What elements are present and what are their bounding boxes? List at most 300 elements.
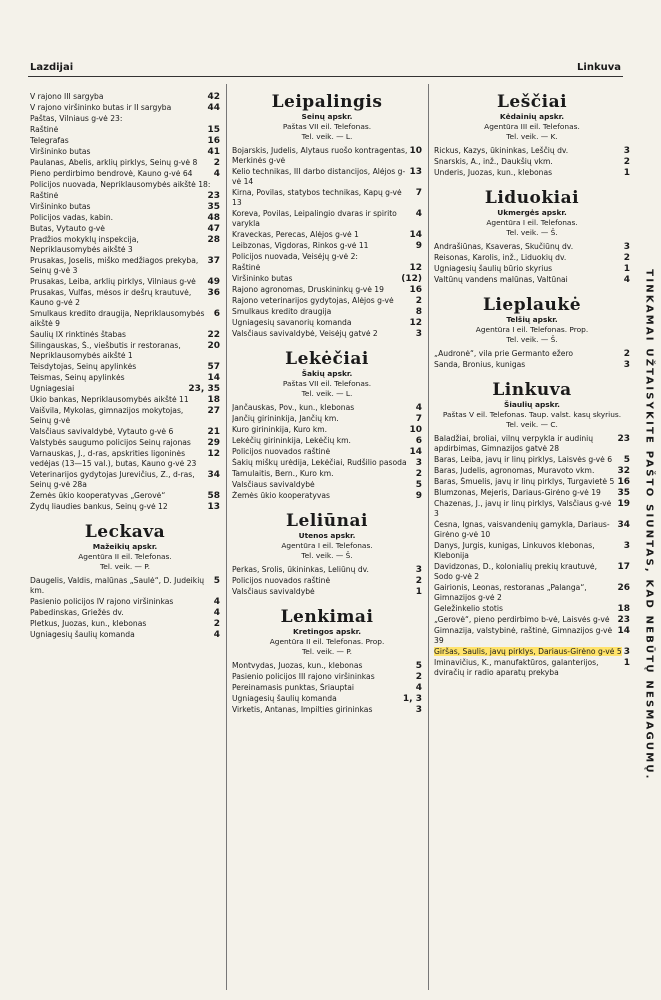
directory-entry xyxy=(30,384,220,394)
entry-number: 4 xyxy=(213,169,220,179)
directory-entry xyxy=(30,449,220,469)
directory-entry xyxy=(30,235,220,255)
column-3 xyxy=(434,92,630,992)
locality-info: Tel. veik. — Š. xyxy=(506,335,558,344)
entry-text: Jančauskas, Pov., kun., klebonas xyxy=(232,403,355,412)
entry-text: Baladžiai, broliai, vilnų verpykla ir audinių apdirbimas, Gimnazijos gatvė 28 xyxy=(434,434,594,453)
entry-text: Danys, Jurgis, kunigas, Linkuvos klebonas, Klebonija xyxy=(434,541,595,560)
entry-number: 5 xyxy=(213,576,220,586)
directory-entry xyxy=(232,480,422,490)
directory-entry xyxy=(232,274,422,284)
locality-info: Seinų apskr. xyxy=(301,112,353,121)
directory-entry xyxy=(232,705,422,715)
entry-number: 2 xyxy=(213,158,220,168)
entry-number: 10 xyxy=(409,425,422,435)
entry-text: Veterinarijos gydytojas Jurevičius, Z., d-ras, Seinų g-vė 28a xyxy=(30,470,195,489)
directory-entry xyxy=(30,630,220,640)
entry-text: Pletkus, Juozas, kun., klebonas xyxy=(30,619,147,628)
entry-text: Prusakas, Vulfas, mėsos ir dešrų krautuvė, Kauno g-vė 2 xyxy=(30,288,192,307)
entry-number: 10 xyxy=(409,146,422,156)
entry-number: 26 xyxy=(617,583,630,593)
entry-text: Davidzonas, D., kolonialių prekių krautuvė, Sodo g-vė 2 xyxy=(434,562,597,581)
directory-entry xyxy=(30,619,220,629)
entry-text: Giršas, Saulis, javų pirklys, Dariaus-Girėno g-vė 5 xyxy=(434,647,622,656)
entry-number: 2 xyxy=(415,469,422,479)
directory-entry xyxy=(232,425,422,435)
entry-number: 3 xyxy=(415,329,422,339)
column-1 xyxy=(30,92,220,992)
entry-number: 32 xyxy=(617,466,630,476)
directory-entry xyxy=(30,491,220,501)
entry-text: Leibzonas, Vigdoras, Rinkos g-vė 11 xyxy=(232,241,369,250)
entry-text: Pasienio policijos III rajono viršininkas xyxy=(232,672,375,681)
entry-number: 5 xyxy=(415,661,422,671)
directory-entry xyxy=(434,434,630,454)
locality-info: Ukmergės apskr. xyxy=(497,208,567,217)
directory-entry xyxy=(434,658,630,678)
directory-entry xyxy=(232,447,422,457)
entry-number: 12 xyxy=(207,449,220,459)
entry-text: Chazenas, J., javų ir linų pirklys, Valsčiaus g-vė 3 xyxy=(434,499,612,518)
directory-entry xyxy=(232,414,422,424)
directory-entry xyxy=(232,458,422,468)
entry-number: 22 xyxy=(207,330,220,340)
entry-number: 2 xyxy=(415,296,422,306)
column-rule xyxy=(428,84,429,990)
entry-text: Andrašiūnas, Ksaveras, Skučiūnų dv. xyxy=(434,242,574,251)
locality-info: Tel. veik. — Š. xyxy=(506,228,558,237)
directory-entry xyxy=(434,541,630,561)
entry-number: 36 xyxy=(207,288,220,298)
directory-entry xyxy=(30,502,220,512)
entry-text: Ugniagesiai xyxy=(30,384,75,393)
entry-text: V rajono viršininko butas ir II sargyba xyxy=(30,103,172,112)
entry-text: Iminavičius, K., manufaktūros, galanterijos, dviračių ir radio aparatų prekyba xyxy=(434,658,599,677)
directory-entry xyxy=(30,608,220,618)
entry-text: Žydų liaudies bankus, Seinų g-vė 12 xyxy=(30,502,168,511)
locality-info: Mažeikių apskr. xyxy=(92,542,158,551)
entry-number: 9 xyxy=(415,241,422,251)
entry-number: 9 xyxy=(415,491,422,501)
entry-text: Česna, Ignas, vaisvandenių gamykla, Dariaus-Girėno g-vė 10 xyxy=(434,520,610,539)
entry-number: 2 xyxy=(623,157,630,167)
directory-entry xyxy=(232,296,422,306)
directory-entry xyxy=(232,188,422,208)
directory-entry xyxy=(434,626,630,646)
entry-text: Smulkaus kredito draugija xyxy=(232,307,332,316)
entry-number: 13 xyxy=(409,167,422,177)
entry-number: 34 xyxy=(617,520,630,530)
directory-entry xyxy=(434,455,630,465)
entry-text: „Audronė“, vila prie Germanto ežero xyxy=(434,349,574,358)
entry-text: Kelio technikas, III darbo distancijos, Alėjos g-vė 14 xyxy=(232,167,406,186)
entry-number: 57 xyxy=(207,362,220,372)
directory-entry xyxy=(232,318,422,328)
directory-entry xyxy=(232,285,422,295)
locality-title: Leipalingis xyxy=(271,92,383,112)
entry-text: Raštinė xyxy=(232,263,261,272)
entry-number: 3 xyxy=(415,458,422,468)
entry-text: Šakių miškų urėdija, Lekėčiai, Rudšilio pasoda xyxy=(232,458,407,467)
entry-number: 48 xyxy=(207,213,220,223)
entry-number: 2 xyxy=(623,253,630,263)
directory-entry xyxy=(232,491,422,501)
directory-entry xyxy=(30,256,220,276)
entry-text: Rickus, Kazys, ūkininkas, Leščių dv. xyxy=(434,146,569,155)
entry-number: 1, 3 xyxy=(402,694,422,704)
locality-section xyxy=(434,380,630,678)
entry-text: Valsčiaus savivaldybė, Vytauto g-vė 6 xyxy=(30,427,174,436)
entry-text: Butas, Vytauto g-vė xyxy=(30,224,105,233)
entry-text: Teismas, Seinų apylinkės xyxy=(30,373,125,382)
directory-entry xyxy=(30,427,220,437)
directory-entry xyxy=(232,329,422,339)
directory-entry xyxy=(232,469,422,479)
entry-number: 14 xyxy=(207,373,220,383)
directory-entry xyxy=(232,263,422,273)
directory-entry xyxy=(434,477,630,487)
directory-entry xyxy=(30,406,220,426)
entry-number: 18 xyxy=(207,395,220,405)
entry-text: Pabedinskas, Griežės dv. xyxy=(30,608,124,617)
directory-entry xyxy=(30,224,220,234)
directory-entry xyxy=(434,242,630,252)
directory-entry xyxy=(232,683,422,693)
directory-entry xyxy=(434,349,630,359)
directory-entry xyxy=(232,307,422,317)
directory-entry xyxy=(30,395,220,405)
directory-entry xyxy=(30,202,220,212)
directory-entry xyxy=(232,436,422,446)
locality-title: Leckava xyxy=(84,522,166,542)
locality-section xyxy=(434,92,630,178)
entry-number: 3 xyxy=(415,705,422,715)
column-rule xyxy=(226,84,227,990)
directory-entry xyxy=(232,576,422,586)
directory-entry xyxy=(232,167,422,187)
entry-text: Geležinkelio stotis xyxy=(434,604,503,613)
locality-section xyxy=(232,349,422,501)
directory-entry xyxy=(232,587,422,597)
locality-info: Paštas VII eil. Telefonas. xyxy=(282,122,372,131)
entry-number: 37 xyxy=(207,256,220,266)
entry-text: Ugniagesių savanorių komanda xyxy=(232,318,352,327)
entry-number: 29 xyxy=(207,438,220,448)
entry-number: 4 xyxy=(213,597,220,607)
locality-info: Paštas VII eil. Telefonas. xyxy=(282,379,372,388)
directory-entry xyxy=(434,647,630,657)
directory-entry xyxy=(232,565,422,575)
entry-number: 23, 35 xyxy=(188,384,220,394)
entry-number: 1 xyxy=(623,264,630,274)
directory-entry xyxy=(30,309,220,329)
locality-info: Agentūra I eil. Telefonas. xyxy=(281,541,373,550)
entry-number: 4 xyxy=(415,683,422,693)
entry-number: 4 xyxy=(213,630,220,640)
locality-info: Kėdainių apskr. xyxy=(499,112,565,121)
entry-number: 7 xyxy=(415,188,422,198)
entry-number: 6 xyxy=(213,309,220,319)
locality-info: Tel. veik. — P. xyxy=(100,562,150,571)
entry-number: 23 xyxy=(617,615,630,625)
entry-text: Baras, Šmuelis, javų ir linų pirklys, Turgavietė 5 xyxy=(434,477,615,486)
directory-entry xyxy=(30,191,220,201)
entry-text: Tamulaitis, Bern., Kuro km. xyxy=(232,469,334,478)
entry-text: Valsčiaus savivaldybė, Veisėjų gatvė 2 xyxy=(232,329,378,338)
entry-number: 27 xyxy=(207,406,220,416)
entry-number: 14 xyxy=(617,626,630,636)
locality-info: Agentūra I eil. Telefonas. Prop. xyxy=(475,325,589,334)
entry-text: Policijos vadas, kabin. xyxy=(30,213,114,222)
directory-entry xyxy=(30,330,220,340)
locality-section xyxy=(434,295,630,370)
entry-text: Kraveckas, Perecas, Alėjos g-vė 1 xyxy=(232,230,359,239)
directory-entry xyxy=(30,288,220,308)
entry-number: 3 xyxy=(415,565,422,575)
directory-entry xyxy=(434,562,630,582)
entry-text: Pereinamasis punktas, Šriauptai xyxy=(232,683,355,692)
directory-entry xyxy=(30,341,220,361)
entry-text: Rajono veterinarijos gydytojas, Alėjos g-vė xyxy=(232,296,394,305)
entry-text: Koreva, Povilas, Leipalingio dvaras ir spirito varykla xyxy=(232,209,397,228)
locality-info: Kretingos apskr. xyxy=(292,627,362,636)
directory-entry xyxy=(232,403,422,413)
directory-entry xyxy=(30,92,220,102)
entry-text: Policijos nuovados raštinė xyxy=(232,576,331,585)
locality-info: Šakių apskr. xyxy=(301,369,353,378)
entry-text: Kuro girininkija, Kuro km. xyxy=(232,425,328,434)
entry-text: Baras, Leiba, javų ir linų pirklys, Laisvės g-vė 6 xyxy=(434,455,613,464)
directory-entry xyxy=(30,147,220,157)
locality-title: Linkuva xyxy=(492,380,572,400)
locality-info: Agentūra III eil. Telefonas. xyxy=(484,122,580,131)
entry-number: 12 xyxy=(409,318,422,328)
side-notice-text: TINKAMAI UŽTAISYKITE PAŠTO SIUNTAS, KAD NEBŪTŲ NESMAGUMŲ. xyxy=(643,269,655,781)
entry-number: (12) xyxy=(401,274,422,284)
entry-number: 35 xyxy=(207,202,220,212)
directory-entry xyxy=(434,157,630,167)
directory-entry xyxy=(30,576,220,596)
directory-entry xyxy=(434,466,630,476)
entry-text: Viršininko butas xyxy=(30,147,91,156)
entry-number: 3 xyxy=(623,360,630,370)
entry-text: Blumzonas, Mejeris, Dariaus-Girėno g-vė 19 xyxy=(434,488,601,497)
entry-text: Ugniagesių šaulių būrio skyrius xyxy=(434,264,553,273)
directory-entry xyxy=(30,158,220,168)
locality-info: Tel. veik. — C. xyxy=(506,420,558,429)
entry-text: Ugniagesių šaulių komanda xyxy=(232,694,337,703)
entry-number: 16 xyxy=(207,136,220,146)
entry-number: 28 xyxy=(207,235,220,245)
entry-text: Paulanas, Abelis, arklių pirklys, Seinų g-vė 8 xyxy=(30,158,198,167)
entry-text: Montvydas, Juozas, kun., klebonas xyxy=(232,661,363,670)
entry-text: Vaišvila, Mykolas, gimnazijos mokytojas, Seinų g-vė xyxy=(30,406,184,425)
entry-text: Žemės ūkio kooperatyvas xyxy=(232,491,330,500)
directory-entry xyxy=(30,103,220,113)
entry-number: 4 xyxy=(213,608,220,618)
entry-text: Ūkio bankas, Nepriklausomybės aikštė 11 xyxy=(30,395,189,404)
entry-text: Teisdytojas, Seinų apylinkės xyxy=(30,362,137,371)
entry-text: Sanda, Bronius, kunigas xyxy=(434,360,526,369)
entry-text: Pieno perdirbimo bendrovė, Kauno g-vė 64 xyxy=(30,169,193,178)
entry-text: Pradžios mokyklų inspekcija, Nepriklausomybės aikštė 3 xyxy=(30,235,139,254)
locality-title: Leliūnai xyxy=(286,511,368,531)
directory-entry xyxy=(232,694,422,704)
locality-title: Liduokiai xyxy=(484,188,580,208)
entry-text: Prusakas, Joselis, miško medžiagos prekyba, Seinų g-vė 3 xyxy=(30,256,199,275)
locality-section xyxy=(232,607,422,715)
entry-number: 23 xyxy=(617,434,630,444)
entry-number: 3 xyxy=(623,146,630,156)
entry-number: 5 xyxy=(623,455,630,465)
locality-section xyxy=(30,522,220,640)
entry-text: Varnauskas, J., d-ras, apskrities ligoninės vedėjas (13—15 val.), butas, Kauno g-vė 23 xyxy=(30,449,197,468)
directory-entry xyxy=(30,125,220,135)
entry-text: Lekėčių girininkija, Lekėčių km. xyxy=(232,436,351,445)
entry-text: Raštinė xyxy=(30,125,59,134)
entry-number: 16 xyxy=(409,285,422,295)
entry-number: 6 xyxy=(415,436,422,446)
entry-text: Paštas, Vilniaus g-vė 23: xyxy=(30,114,123,123)
locality-title: Lieplaukė xyxy=(482,295,582,315)
directory-entry xyxy=(232,672,422,682)
entry-text: Valstybės saugumo policijos Seinų rajonas xyxy=(30,438,191,447)
entry-number: 2 xyxy=(415,576,422,586)
directory-entry xyxy=(232,209,422,229)
directory-entry xyxy=(30,470,220,490)
entry-number: 42 xyxy=(207,92,220,102)
header-left: Lazdijai xyxy=(30,62,74,73)
entry-number: 44 xyxy=(207,103,220,113)
entry-text: Policijos nuovada, Nepriklausomybės aikštė 18: xyxy=(30,180,211,189)
entry-text: „Gerovė“, pieno perdirbimo b-vė, Laisvės g-vė xyxy=(434,615,610,624)
entry-text: Viršininko butas xyxy=(232,274,293,283)
directory-entry xyxy=(434,275,630,285)
entry-text: Policijos nuovada, Veisėjų g-vė 2: xyxy=(232,252,358,261)
directory-entry xyxy=(30,438,220,448)
running-header xyxy=(28,60,623,77)
entry-number: 3 xyxy=(623,242,630,252)
entry-number: 2 xyxy=(213,619,220,629)
entry-text: Ugniagesių šaulių komanda xyxy=(30,630,135,639)
directory-entry xyxy=(434,583,630,603)
entry-number: 4 xyxy=(623,275,630,285)
entry-text: Daugelis, Valdis, malūnas „Saulė“, D. Judeikių km. xyxy=(30,576,205,595)
entry-text: Žemės ūkio kooperatyvas „Gerovė“ xyxy=(30,491,166,500)
locality-title: Lenkimai xyxy=(280,607,374,627)
entry-number: 1 xyxy=(623,168,630,178)
entry-number: 3 xyxy=(623,647,630,657)
entry-number: 3 xyxy=(623,541,630,551)
entry-number: 20 xyxy=(207,341,220,351)
directory-entry xyxy=(30,277,220,287)
entry-text: Pasienio policijos IV rajono viršininkas xyxy=(30,597,174,606)
directory-entry xyxy=(30,597,220,607)
entry-text: Prusakas, Leiba, arklių pirklys, Vilniaus g-vė xyxy=(30,277,196,286)
entry-text: Viršininko butas xyxy=(30,202,91,211)
directory-entry xyxy=(434,168,630,178)
entry-number: 2 xyxy=(415,672,422,682)
locality-info: Utenos apskr. xyxy=(298,531,356,540)
directory-entry xyxy=(232,252,422,262)
entry-number: 4 xyxy=(415,403,422,413)
entry-text: Snarskis, A., inž., Daukšių vkm. xyxy=(434,157,553,166)
entry-number: 19 xyxy=(617,499,630,509)
entry-number: 21 xyxy=(207,427,220,437)
entry-number: 14 xyxy=(409,230,422,240)
locality-section xyxy=(434,188,630,285)
locality-section xyxy=(232,511,422,597)
entry-number: 5 xyxy=(415,480,422,490)
entry-text: Perkas, Srolis, ūkininkas, Leliūnų dv. xyxy=(232,565,369,574)
locality-info: Tel. veik. — P. xyxy=(302,647,352,656)
entry-text: Reisonas, Karolis, inž., Liduokių dv. xyxy=(434,253,567,262)
locality-info: Agentūra II eil. Telefonas. Prop. xyxy=(269,637,385,646)
column-2 xyxy=(232,92,422,992)
locality-info: Tel. veik. — K. xyxy=(506,132,558,141)
entry-text: Raštinė xyxy=(30,191,59,200)
locality-info: Agentūra II eil. Telefonas. xyxy=(78,552,172,561)
directory-entry xyxy=(434,488,630,498)
locality-section xyxy=(232,92,422,339)
locality-info: Tel. veik. — Š. xyxy=(301,551,353,560)
entry-number: 47 xyxy=(207,224,220,234)
directory-entry xyxy=(434,615,630,625)
directory-entry xyxy=(30,114,220,124)
entry-text: Valsčiaus savivaldybė xyxy=(232,587,315,596)
entry-text: Gairionis, Leonas, restoranas „Palanga“, Gimnazijos g-vė 2 xyxy=(434,583,587,602)
entry-number: 34 xyxy=(207,470,220,480)
entry-number: 23 xyxy=(207,191,220,201)
directory-entry xyxy=(30,362,220,372)
entry-number: 14 xyxy=(409,447,422,457)
entry-text: Valsčiaus savivaldybė xyxy=(232,480,315,489)
directory-entry xyxy=(434,360,630,370)
locality-info: Tel. veik. — L. xyxy=(301,389,353,398)
entry-text: V rajono III sargyba xyxy=(30,92,104,101)
entry-number: 1 xyxy=(623,658,630,668)
directory-entry xyxy=(30,169,220,179)
entry-number: 16 xyxy=(617,477,630,487)
directory-entry xyxy=(434,264,630,274)
locality-info: Paštas V eil. Telefonas. Taup. valst. kasų skyrius. xyxy=(442,410,622,419)
directory-entry xyxy=(30,373,220,383)
directory-entry xyxy=(232,241,422,251)
entry-number: 2 xyxy=(623,349,630,359)
entry-number: 7 xyxy=(415,414,422,424)
entry-text: Underis, Juozas, kun., klebonas xyxy=(434,168,553,177)
entry-number: 1 xyxy=(415,587,422,597)
directory-entry xyxy=(30,213,220,223)
entry-number: 58 xyxy=(207,491,220,501)
directory-entry xyxy=(434,253,630,263)
entry-text: Valtūnų vandens malūnas, Valtūnai xyxy=(434,275,568,284)
entry-text: Gimnazija, valstybinė, raštinė, Gimnazijos g-vė 39 xyxy=(434,626,613,645)
locality-info: Tel. veik. — L. xyxy=(301,132,353,141)
entry-number: 49 xyxy=(207,277,220,287)
entry-number: 12 xyxy=(409,263,422,273)
entry-number: 35 xyxy=(617,488,630,498)
entry-number: 4 xyxy=(415,209,422,219)
directory-entry xyxy=(434,604,630,614)
entry-text: Kirna, Povilas, statybos technikas, Kapų g-vė 13 xyxy=(232,188,402,207)
entry-number: 15 xyxy=(207,125,220,135)
entry-text: Šaulių IX rinktinės štabas xyxy=(30,330,126,339)
entry-text: Policijos nuovados raštinė xyxy=(232,447,331,456)
directory-entry xyxy=(232,230,422,240)
entry-number: 8 xyxy=(415,307,422,317)
directory-entry xyxy=(232,661,422,671)
